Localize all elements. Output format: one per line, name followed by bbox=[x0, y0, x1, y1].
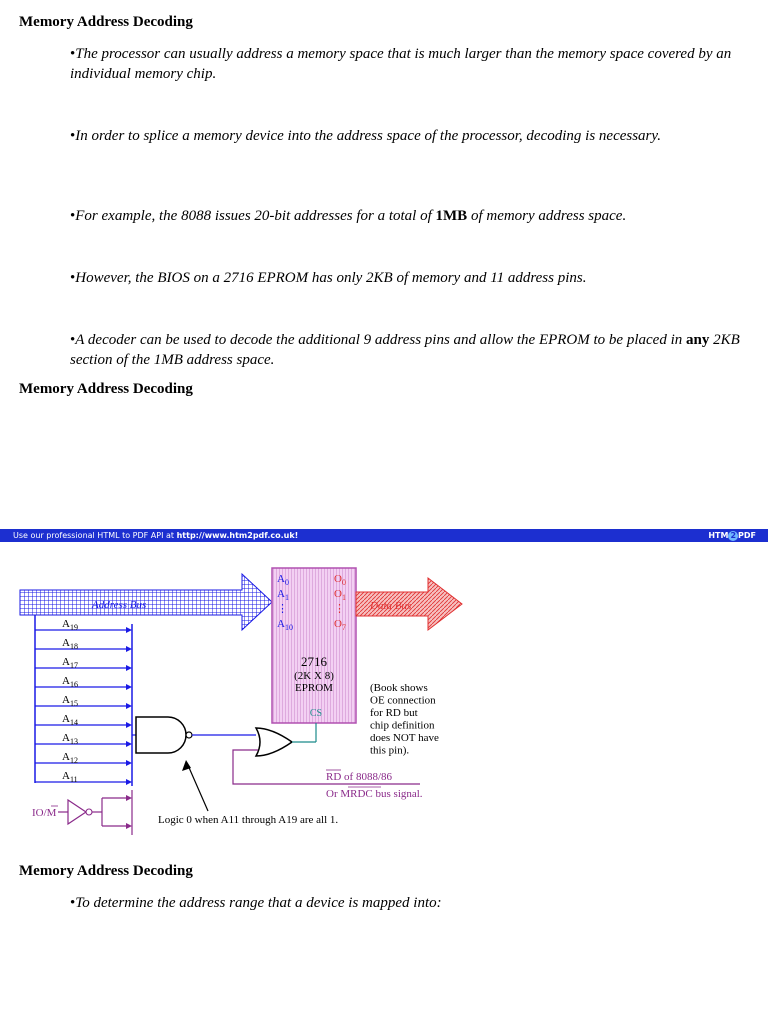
bullet-text: To determine the address range that a device is mapped into: bbox=[75, 895, 442, 911]
mrdc-label: Or MRDC bus signal. bbox=[326, 788, 423, 800]
bullet-4 bbox=[70, 268, 740, 288]
address-lines bbox=[35, 618, 136, 786]
bullet-dot: • bbox=[70, 895, 76, 911]
bullet-2 bbox=[70, 126, 740, 146]
chip-size: (2K X 8) bbox=[294, 670, 334, 682]
eprom-address-pin: $A_{10}$ bbox=[277, 618, 293, 632]
address-bus-label: Address Bus bbox=[92, 599, 147, 611]
eprom-pins-right bbox=[334, 573, 346, 632]
note-line: OE connection bbox=[370, 694, 436, 707]
bullet-text-bold: 1MB bbox=[435, 208, 468, 224]
eprom-output-pin: $O_1$ bbox=[334, 588, 346, 602]
iom-arrow-top bbox=[126, 795, 132, 801]
eprom-output-pin: $O_0$ bbox=[334, 573, 346, 587]
address-line-arrowhead bbox=[126, 627, 132, 633]
eprom-output-pin: ⋮ bbox=[334, 603, 345, 615]
address-line-arrowhead bbox=[126, 760, 132, 766]
address-line-arrowhead bbox=[126, 722, 132, 728]
bullet-3 bbox=[70, 206, 740, 226]
address-line-arrowhead bbox=[126, 703, 132, 709]
bullet-dot: • bbox=[70, 332, 76, 348]
cs-label: CS bbox=[309, 708, 323, 719]
bullet-text-pre: For example, the 8088 issues 20-bit addresses for a total of bbox=[75, 208, 436, 224]
address-line-label: $A_{12}$ bbox=[62, 751, 78, 765]
bullet-dot: • bbox=[70, 270, 76, 286]
bullet-5 bbox=[70, 330, 740, 370]
banner-text bbox=[13, 529, 298, 542]
address-line-label: $A_{16}$ bbox=[62, 675, 78, 689]
iom-arrow-bottom bbox=[126, 823, 132, 829]
note-line: does NOT have bbox=[370, 732, 439, 744]
decoder-diagram bbox=[0, 560, 470, 835]
data-bus-label: Data Bus bbox=[370, 600, 412, 612]
pointer-arrow bbox=[187, 763, 208, 811]
note-line: (Book shows bbox=[370, 682, 428, 694]
logo-left: HTM bbox=[708, 531, 729, 540]
bullet-text-pre: A decoder can be used to decode the additional 9 address pins and allow the EPROM to be placed in bbox=[75, 332, 686, 348]
bullet-dot: • bbox=[70, 128, 76, 144]
nand-gate bbox=[136, 717, 186, 753]
bullet-dot: • bbox=[70, 46, 76, 62]
section-heading-2: Memory Address Decoding bbox=[19, 381, 193, 397]
address-line-label: $A_{17}$ bbox=[62, 656, 78, 670]
chip-type: EPROM bbox=[295, 682, 333, 694]
address-line-label: $A_{14}$ bbox=[62, 713, 78, 727]
address-line-label: $A_{19}$ bbox=[62, 618, 78, 632]
iom-bubble bbox=[86, 809, 92, 815]
note-line: chip definition bbox=[370, 719, 435, 732]
bullet-text: However, the BIOS on a 2716 EPROM has only 2KB of memory and 11 address pins. bbox=[75, 270, 587, 286]
address-line-arrowhead bbox=[126, 665, 132, 671]
logo-right: PDF bbox=[738, 531, 756, 540]
eprom-output-pin: $O_7$ bbox=[334, 618, 346, 632]
bullet-1 bbox=[70, 44, 740, 84]
bullet-text-post: 2KB section of the 1MB address space. bbox=[70, 332, 740, 368]
nand-bubble bbox=[186, 732, 192, 738]
bullet-6 bbox=[70, 893, 740, 913]
bullet-text: The processor can usually address a memory space that is much larger than the memory space covered by an individual memory chip. bbox=[70, 46, 732, 82]
bullet-dot: • bbox=[70, 208, 76, 224]
note-line: this pin). bbox=[370, 744, 410, 757]
book-note bbox=[370, 682, 439, 757]
section-heading-1: Memory Address Decoding bbox=[19, 14, 193, 30]
logo-mid: 2 bbox=[730, 531, 737, 540]
rd-label: RD of 8088/86 bbox=[326, 771, 392, 783]
address-line-label: $A_{18}$ bbox=[62, 637, 78, 651]
eprom-address-pin: $A_0$ bbox=[277, 573, 289, 587]
eprom-address-pin: $A_1$ bbox=[277, 588, 289, 602]
banner-prefix: Use our professional HTML to PDF API at bbox=[13, 531, 177, 540]
address-line-arrowhead bbox=[126, 684, 132, 690]
note-line: for RD but bbox=[370, 707, 418, 719]
bullet-text-post: of memory address space. bbox=[467, 208, 627, 224]
section-heading-3: Memory Address Decoding bbox=[19, 863, 193, 879]
address-line-label: $A_{11}$ bbox=[62, 770, 78, 784]
iom-buffer bbox=[68, 800, 86, 824]
address-line-arrowhead bbox=[126, 779, 132, 785]
address-line-arrowhead bbox=[126, 741, 132, 747]
pdf-banner bbox=[0, 529, 768, 542]
iom-label: IO/M bbox=[32, 807, 57, 819]
logic-caption: Logic 0 when A11 through A19 are all 1. bbox=[158, 814, 339, 826]
address-line-arrowhead bbox=[126, 646, 132, 652]
banner-link[interactable]: http://www.htm2pdf.co.uk! bbox=[176, 531, 299, 540]
address-line-label: $A_{13}$ bbox=[62, 732, 78, 746]
chip-number: 2716 bbox=[301, 654, 327, 669]
or-gate bbox=[256, 728, 292, 756]
bullet-text: In order to splice a memory device into the address space of the processor, decoding is necessary. bbox=[75, 128, 661, 144]
bullet-text-bold: any bbox=[686, 332, 710, 348]
htm2pdf-logo bbox=[708, 529, 756, 542]
address-line-label: $A_{15}$ bbox=[62, 694, 78, 708]
eprom-address-pin: ⋮ bbox=[277, 603, 288, 615]
